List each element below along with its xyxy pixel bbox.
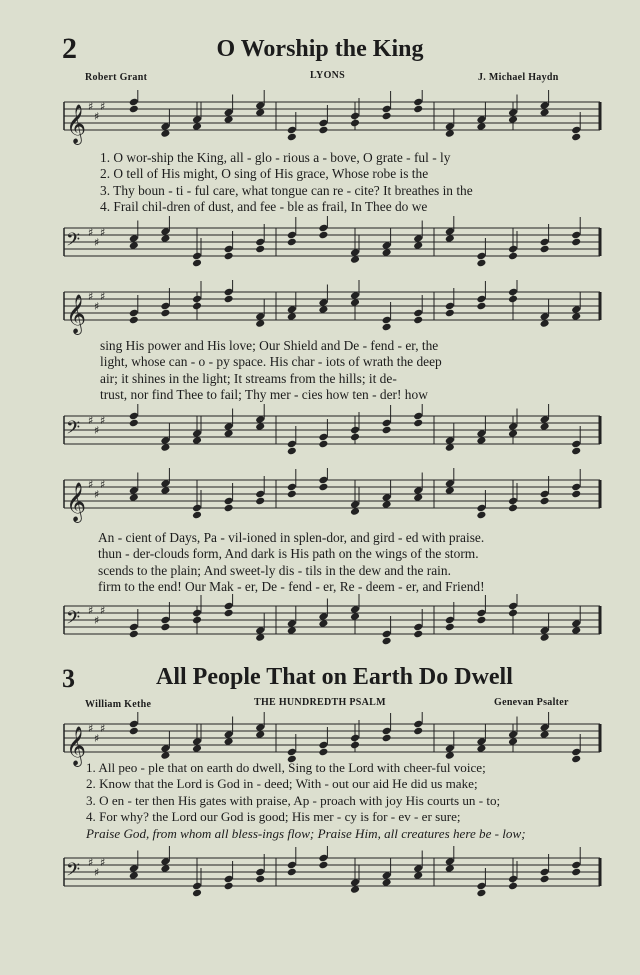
note-head: [350, 433, 360, 442]
note-head: [476, 511, 486, 520]
bass-staff: [58, 594, 604, 652]
sharp-icon: ♯: [94, 488, 100, 501]
note-head: [224, 295, 234, 304]
note-head: [255, 497, 265, 506]
sharp-icon: ♯: [94, 424, 100, 437]
hymn-number: 3: [62, 664, 75, 693]
lyric-verse-1: sing His power and His love; Our Shield and De - fend - er, the: [100, 338, 439, 353]
note-head: [192, 616, 202, 625]
note-head: [160, 623, 170, 632]
note-head: [413, 727, 423, 736]
treble-clef-icon: 𝄞: [66, 294, 87, 334]
lyric-doxology: Praise God, from whom all bless-ings flow; Praise Him, all creatures here be - low;: [86, 825, 526, 841]
sharp-icon: ♯: [94, 110, 100, 123]
note-head: [287, 447, 297, 456]
hymn-tune: THE HUNDREDTH PSALM: [254, 697, 386, 708]
bass-clef-icon: 𝄢: [66, 608, 81, 633]
bass-staff: [58, 216, 604, 274]
lyric-verse-4: 4. For why? the Lord our God is good; His mer - cy is for - ev - er sure;: [86, 809, 461, 825]
note-head: [508, 609, 518, 618]
note-head: [571, 238, 581, 247]
treble-staff: [58, 280, 604, 338]
sharp-icon: ♯: [88, 414, 94, 428]
note-head: [318, 440, 328, 449]
sharp-icon: ♯: [88, 290, 94, 304]
bass-clef-icon: 𝄢: [66, 860, 81, 885]
note-head: [350, 119, 360, 128]
note-head: [129, 316, 139, 325]
lyrics-block: [86, 760, 526, 842]
bass-clef-icon: 𝄢: [66, 418, 81, 443]
hymn-composer: J. Michael Haydn: [478, 72, 559, 83]
lyric-verse-1: 1. All peo - ple that on earth do dwell, Sing to the Lord with cheer-ful voice;: [86, 760, 486, 775]
treble-staff: [58, 468, 604, 526]
note-head: [540, 245, 550, 254]
note-head: [382, 637, 392, 646]
note-head: [287, 238, 297, 247]
lyric-verse-3: air; it shines in the light; It streams from the hills; it de-: [100, 370, 397, 386]
note-head: [571, 447, 581, 456]
lyric-verse-4: firm to the end! Our Mak - er, De - fend - er, Re - deem - er, and Friend!: [98, 579, 485, 595]
hymn-composer: Genevan Psalter: [494, 697, 569, 708]
lyric-verse-2: light, whose can - o - py space. His char - iots of wrath the deep: [100, 354, 442, 370]
treble-clef-icon: 𝄞: [66, 482, 87, 522]
note-head: [192, 302, 202, 311]
hymn-title: All People That on Earth Do Dwell: [156, 664, 513, 690]
sharp-icon: ♯: [94, 300, 100, 313]
bass-clef-icon: 𝄢: [66, 230, 81, 255]
sharp-icon: ♯: [100, 722, 106, 736]
note-head: [287, 490, 297, 499]
note-head: [476, 302, 486, 311]
note-head: [318, 483, 328, 492]
note-head: [224, 609, 234, 618]
note-head: [255, 875, 265, 884]
sharp-icon: ♯: [94, 614, 100, 627]
note-head: [382, 323, 392, 332]
lyric-verse-2: 2. O tell of His might, O sing of His grace, Whose robe is the: [100, 166, 429, 182]
sharp-icon: ♯: [100, 478, 106, 492]
note-head: [192, 889, 202, 898]
note-head: [160, 309, 170, 318]
lyric-verse-1: An - cient of Days, Pa - vil-ioned in splen-dor, and gird - ed with praise.: [98, 530, 485, 545]
note-head: [224, 882, 234, 891]
note-head: [540, 497, 550, 506]
note-head: [571, 755, 581, 764]
sharp-icon: ♯: [100, 604, 106, 618]
note-head: [413, 316, 423, 325]
note-head: [382, 734, 392, 743]
note-head: [476, 259, 486, 268]
note-head: [318, 748, 328, 757]
sharp-icon: ♯: [88, 478, 94, 492]
note-head: [224, 504, 234, 513]
note-head: [318, 126, 328, 135]
note-head: [287, 133, 297, 142]
note-head: [350, 741, 360, 750]
note-head: [192, 511, 202, 520]
note-head: [445, 623, 455, 632]
note-head: [508, 882, 518, 891]
bass-staff: [58, 404, 604, 462]
note-head: [287, 868, 297, 877]
treble-staff: [58, 90, 604, 148]
note-head: [571, 490, 581, 499]
sharp-icon: ♯: [100, 290, 106, 304]
sharp-icon: ♯: [100, 226, 106, 240]
sharp-icon: ♯: [88, 226, 94, 240]
hymn-author: Robert Grant: [85, 72, 148, 83]
lyric-verse-3: 3. O en - ter then His gates with praise, Ap - proach with joy His courts un - to;: [86, 792, 501, 808]
note-head: [129, 630, 139, 639]
note-head: [413, 630, 423, 639]
lyric-verse-2: thun - der-clouds form, And dark is His path on the wings of the storm.: [98, 546, 479, 562]
lyric-verse-3: scends to the plain; And sweet-ly dis - tils in the dew and the rain.: [98, 562, 451, 578]
hymn-author: William Kethe: [85, 699, 152, 710]
hymn-title: O Worship the King: [216, 36, 424, 62]
hymn-tune: LYONS: [310, 70, 346, 81]
note-head: [382, 112, 392, 121]
note-head: [571, 868, 581, 877]
note-head: [476, 889, 486, 898]
lyric-verse-3: 3. Thy boun - ti - ful care, what tongue can re - cite? It breathes in the: [100, 182, 473, 198]
note-head: [508, 252, 518, 261]
note-head: [129, 727, 139, 736]
note-head: [540, 875, 550, 884]
note-head: [318, 861, 328, 870]
sharp-icon: ♯: [100, 856, 106, 870]
note-head: [224, 252, 234, 261]
note-head: [318, 231, 328, 240]
lyric-verse-4: trust, nor find Thee to fail; Thy mer - cies how ten - der! how: [100, 387, 428, 403]
sharp-icon: ♯: [100, 414, 106, 428]
note-head: [255, 245, 265, 254]
lyrics-block: [98, 530, 485, 596]
lyric-verse-4: 4. Frail chil-dren of dust, and fee - ble as frail, In Thee do we: [100, 199, 428, 215]
note-head: [445, 309, 455, 318]
lyrics-block: [100, 338, 442, 404]
sharp-icon: ♯: [88, 722, 94, 736]
lyric-verse-1: 1. O wor-ship the King, all - glo - rious a - bove, O grate - ful - ly: [100, 150, 451, 165]
sharp-icon: ♯: [88, 856, 94, 870]
hymn-number: 2: [62, 32, 77, 65]
sharp-icon: ♯: [88, 100, 94, 114]
note-head: [571, 133, 581, 142]
note-head: [413, 105, 423, 114]
note-head: [413, 419, 423, 428]
lyric-verse-2: 2. Know that the Lord is God in - deed; With - out our aid He did us make;: [86, 776, 478, 792]
note-head: [476, 616, 486, 625]
note-head: [382, 426, 392, 435]
sharp-icon: ♯: [94, 866, 100, 879]
sharp-icon: ♯: [100, 100, 106, 114]
sharp-icon: ♯: [94, 732, 100, 745]
note-head: [508, 504, 518, 513]
note-head: [192, 259, 202, 268]
treble-clef-icon: 𝄞: [66, 104, 87, 144]
bass-staff: [58, 846, 604, 900]
note-head: [508, 295, 518, 304]
note-head: [129, 105, 139, 114]
treble-clef-icon: 𝄞: [66, 726, 87, 766]
lyrics-block: [100, 150, 473, 216]
sharp-icon: ♯: [88, 604, 94, 618]
sharp-icon: ♯: [94, 236, 100, 249]
note-head: [129, 419, 139, 428]
